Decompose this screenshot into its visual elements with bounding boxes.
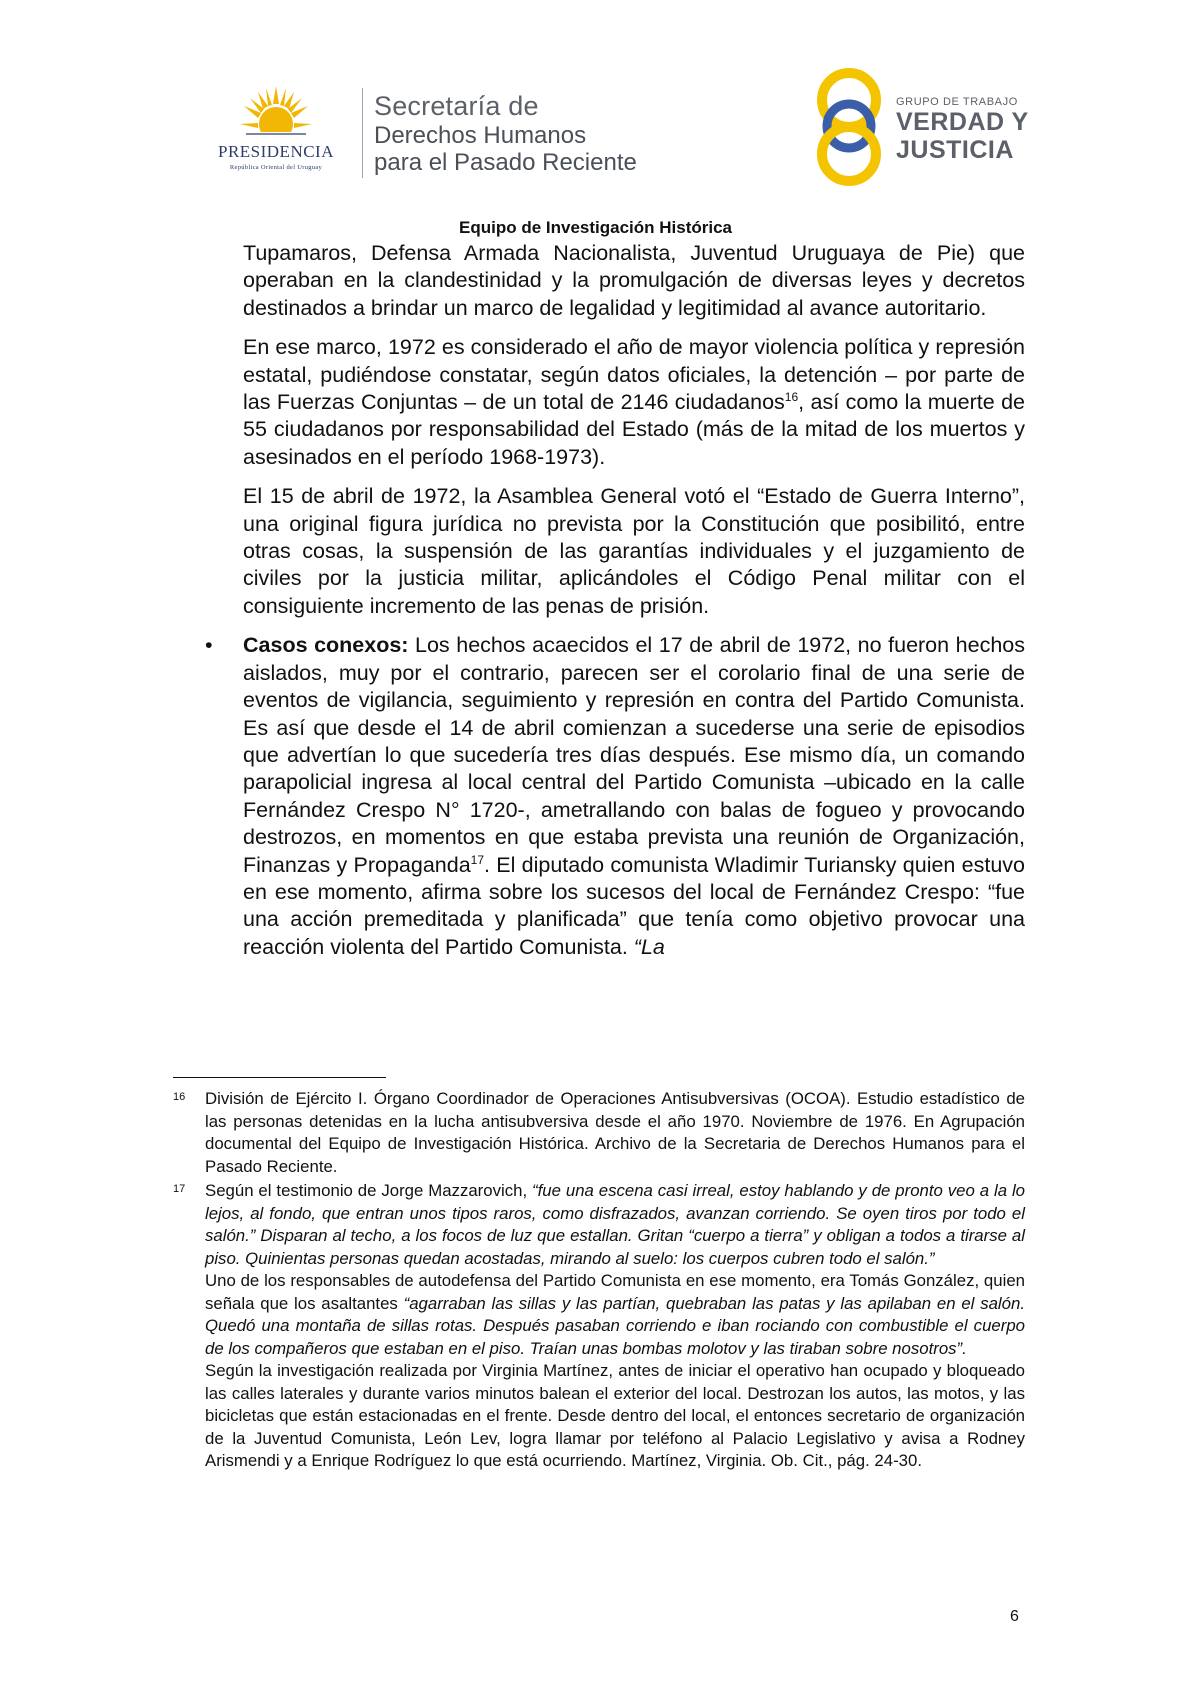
presidencia-logo: [196, 84, 356, 176]
footnote-16: [173, 1088, 1025, 1178]
footnote-17-quote-b: “agarraban las sillas y las partían, quebraban las patas y las apilaban en el salón. Quedó una montaña de sillas rotas. Después pasaban corriendo e iban rociando con combustible el cuerpo de los compañeros que estaban en el piso. Traían unas bombas molotov y las tiraban sobre nosotros”.: [205, 1293, 1025, 1358]
running-header-title: Equipo de Investigación Histórica: [459, 218, 732, 237]
footnote-17-para-1: [205, 1180, 1025, 1270]
presidencia-subtitle: República Oriental del Uruguay: [229, 164, 323, 171]
main-text: [205, 240, 1025, 973]
gtvj-title-line-1: VERDAD Y: [896, 108, 1029, 136]
secretaria-line-2: Derechos Humanos: [374, 122, 587, 149]
bullet-casos-conexos: [205, 632, 1025, 961]
footnote-16-number: 16: [173, 1091, 186, 1103]
bullet-icon: •: [205, 633, 213, 658]
secretaria-logo-text: [374, 91, 714, 176]
footnote-17: [173, 1180, 1025, 1473]
bullet-text-a: Los hechos acaecidos el 17 de abril de 1972, no fueron hechos aislados, muy por el contrario, parecen ser el corolario final de una serie de eventos de vigilancia, seguimiento y represión en contra del Partido Comunista. Es así que desde el 14 de abril comienzan a sucederse una serie de episodios que advertían lo que sucedería tres días después. Ese mismo día, un comando parapolicial ingresa al local central del Partido Comunista –ubicado en la calle Fernández Crespo N° 1720-, ametrallando con balas de fogueo y provocando destrozos, en momentos en que estaba prevista una reunión de Organización, Finanzas y Propaganda: [243, 633, 1025, 877]
bullet-text-italic: “La: [633, 934, 665, 959]
footnote-17-para-2: [205, 1270, 1025, 1360]
footnote-separator: [173, 1077, 386, 1078]
presidencia-wordmark: PRESIDENCIA: [217, 142, 334, 161]
gtvj-title-line-2: JUSTICIA: [896, 136, 1014, 164]
footnote-ref-16[interactable]: 16: [784, 390, 799, 405]
paragraph-2-text-b: , así como la muerte de 55 ciudadanos por responsabilidad del Estado (más de la mitad de los muertos y asesinados en el período 1968-1973).: [243, 390, 1025, 469]
bullet-text-b: . El diputado comunista Wladimir Turiansky quien estuvo en ese momento, afirma sobre los sucesos del local de Fernández Crespo: “fue una acción premeditada y planificada” que tenía como objetivo provocar una reacción violenta del Partido Comunista.: [243, 852, 1025, 959]
gtvj-subtitle: GRUPO DE TRABAJO: [896, 96, 1018, 108]
footnote-17-quote-a: “fue una escena casi irreal, estoy hablando y de pronto veo a la lo lejos, al fondo, que entran unos tipos raros, como disfrazados, avanzan corriendo. Se oyen tiros por todo el salón.” Disparan al techo, a los focos de luz que estallan. Gritan “cuerpo a tierra” y obligan a todos a tirarse al piso. Quinientas personas quedan acostadas, mirando al suelo: los cuerpos cubren todo el salón.”: [205, 1181, 1026, 1268]
page-header: [0, 0, 1191, 237]
paragraph-2: [243, 334, 1025, 471]
footnote-17-para-3: Según la investigación realizada por Virginia Martínez, antes de iniciar el operativo han ocupado y bloqueado las calles laterales y durante varios minutos balean el exterior del local. Destrozan los autos, las motos, y las bicicletas que están estacionadas en el frente. Desde dentro del local, el entonces secretario de organización de la Juventud Comunista, León Lev, logra llamar por teléfono al Palacio Legislativo y avisa a Rodney Arismendi y a Enrique Rodríguez lo que está ocurriendo. Martínez, Virginia. Ob. Cit., pág. 24-30.: [205, 1361, 1025, 1470]
footnote-17-text-b: Uno de los responsables de autodefensa del Partido Comunista en ese momento, era Tomás González, quien señala que los asaltantes: [205, 1271, 1025, 1313]
verdad-justicia-logo: [812, 62, 1032, 190]
paragraph-1: Tupamaros, Defensa Armada Nacionalista, Juventud Uruguaya de Pie) que operaban en la clandestinidad y la promulgación de diversas leyes y decretos destinados a brindar un marco de legalidad y legitimidad al avance autoritario.: [243, 241, 1025, 320]
paragraph-2-text-a: En ese marco, 1972 es considerado el año de mayor violencia política y represión estatal, pudiéndose constatar, según datos oficiales, la detención – por parte de las Fuerzas Conjuntas – de un total de 2146 ciudadanos: [243, 335, 1025, 415]
footnotes: [173, 1088, 1025, 1473]
paragraph-3: El 15 de abril de 1972, la Asamblea General votó el “Estado de Guerra Interno”, una original figura jurídica no prevista por la Constitución que posibilitó, entre otras cosas, la suspensión de las garantías individuales y el juzgamiento de civiles por la justicia militar, aplicándoles el Código Penal militar con el consiguiente incremento de las penas de prisión.: [243, 484, 1025, 618]
sun-emblem-icon: [238, 84, 314, 148]
footnote-17-text-a: Según el testimonio de Jorge Mazzarovich,: [205, 1181, 533, 1200]
rings-emblem-icon: [812, 62, 886, 190]
secretaria-line-1: Secretaría de: [374, 91, 539, 121]
secretaria-line-3: para el Pasado Reciente: [374, 149, 637, 176]
logo-divider: [362, 88, 363, 178]
page-number: 6: [1010, 1608, 1019, 1625]
footnote-16-text: División de Ejército I. Órgano Coordinador de Operaciones Antisubversivas (OCOA). Estudio estadístico de las personas detenidas en la lucha antisubversiva desde el año 1970. Noviembre de 1976. En Agrupación documental del Equipo de Investigación Histórica. Archivo de la Secretaria de Derechos Humanos para el Pasado Reciente.: [205, 1089, 1025, 1176]
bullet-title: Casos conexos:: [243, 633, 409, 658]
footnote-17-number: 17: [173, 1183, 186, 1195]
footnote-ref-17[interactable]: 17: [470, 852, 485, 867]
